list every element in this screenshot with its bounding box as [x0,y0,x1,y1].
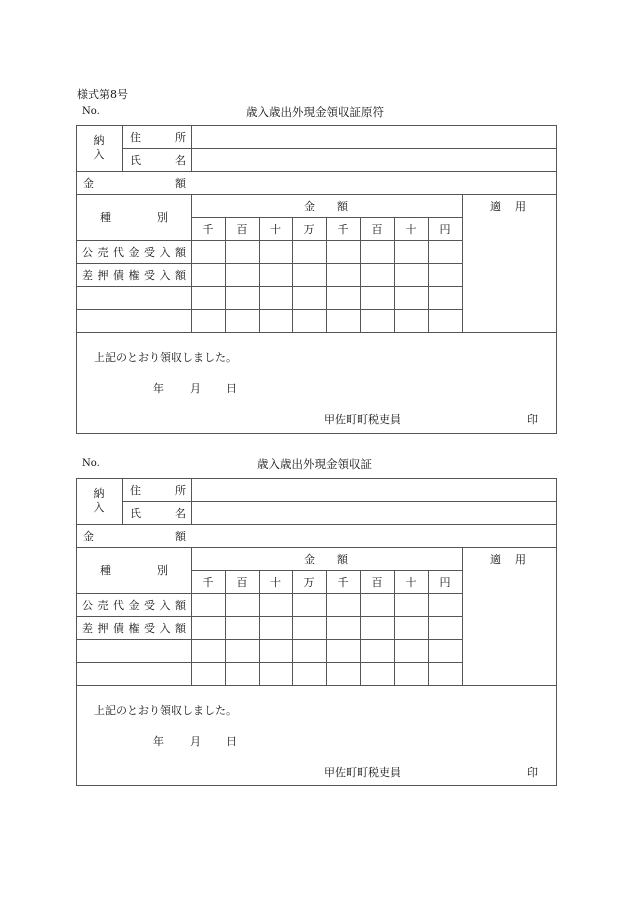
type-row-seized-claim: 差 押 債 権 受 入 額 [82,268,186,282]
date-month-label: 月 [190,382,201,395]
amount-label: 金 額 [83,176,186,190]
type-label: 種 別 [100,211,168,224]
amount-column-header: 金 額 [304,552,348,566]
type-row-public-sale: 公 売 代 金 受 入 額 [82,598,186,612]
receipt-stub-form [76,125,557,434]
type-row-seized-claim: 差 押 債 権 受 入 額 [82,621,186,635]
digit-thousand-ten-thousands: 千 [202,222,214,236]
receipt-form [76,478,557,786]
remarks-column-header: 適 用 [490,552,526,566]
seal-mark: 印 [527,766,538,779]
digit-hundreds: 百 [371,575,383,589]
amount-field[interactable] [192,525,556,547]
amount-label: 金 額 [83,529,186,543]
official-title: 甲佐町町税吏員 [324,413,401,426]
name-field[interactable] [192,149,556,171]
digit-yen: 円 [439,222,451,236]
payer-label: 納 入 [93,487,105,514]
amount-field[interactable] [192,172,556,194]
digit-thousand-ten-thousands: 千 [202,575,214,589]
remarks-column-header: 適 用 [490,199,526,213]
date-year-label: 年 [153,382,164,395]
digit-yen: 円 [439,575,451,589]
name-label: 氏 名 [130,153,186,167]
receipt-title: 歳入歳出外現金領収証 [257,457,372,471]
address-field[interactable] [192,479,556,501]
date-day-label: 日 [226,735,237,748]
name-label: 氏 名 [130,506,186,520]
official-title: 甲佐町町税吏員 [324,766,401,779]
digit-ten-ten-thousands: 十 [270,222,281,236]
digit-hundred-ten-thousands: 百 [236,222,248,236]
digit-tens: 十 [405,575,417,589]
date-day-label: 日 [226,382,237,395]
form-number-label: 様式第8号 [77,88,128,101]
digit-thousands: 千 [337,575,349,589]
receipt-statement: 上記のとおり領収しました。 [94,351,237,364]
receipt-number-label: No. [82,458,100,469]
digit-ten-thousands: 万 [303,575,315,589]
receipt-stub-number-label: No. [82,106,100,117]
type-row-public-sale: 公 売 代 金 受 入 額 [82,245,186,259]
date-year-label: 年 [153,735,164,748]
digit-ten-ten-thousands: 十 [270,575,281,589]
amount-column-header: 金 額 [304,199,348,213]
digit-thousands: 千 [337,222,349,236]
address-label: 住 所 [130,483,186,497]
receipt-statement: 上記のとおり領収しました。 [94,704,237,717]
receipt-stub-title: 歳入歳出外現金領収証原符 [246,105,384,119]
digit-ten-thousands: 万 [303,222,315,236]
digit-hundreds: 百 [371,222,383,236]
digit-tens: 十 [405,222,417,236]
type-label: 種 別 [100,564,168,577]
seal-mark: 印 [527,413,538,426]
address-field[interactable] [192,126,556,148]
date-month-label: 月 [190,735,201,748]
name-field[interactable] [192,502,556,524]
digit-hundred-ten-thousands: 百 [236,575,248,589]
address-label: 住 所 [130,130,186,144]
payer-label: 納 入 [93,134,105,161]
